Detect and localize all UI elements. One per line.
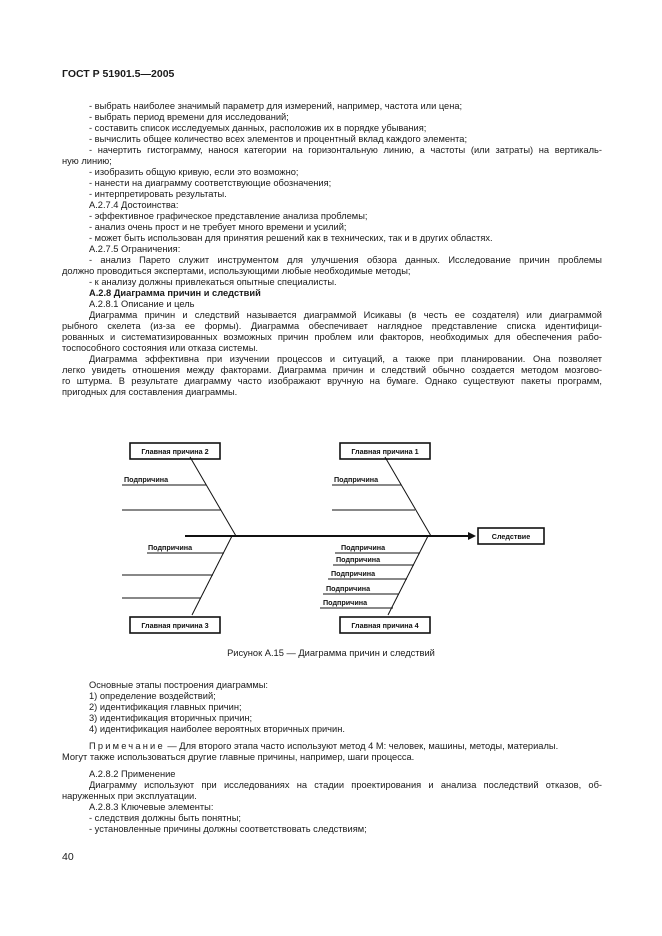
document-header: ГОСТ Р 51901.5—2005 (62, 68, 175, 80)
section-heading: А.2.8 Диаграмма причин и следствий (89, 288, 261, 298)
paragraph-line: Диаграмма эффективна при изучении процессов и ситуаций, а также при планировании. Она позволяет (89, 354, 602, 364)
note-label: Примечание (89, 741, 165, 751)
paragraph-line: го штурма. В результате диаграмму часто изображают вручную на бумаге. Однако существуют пакеты программ, (62, 376, 602, 386)
list-item: - анализ Парето служит инструментом для улучшения обзора данных. Исследование причин проблемы (89, 255, 602, 265)
sub-cause-label: Подпричина (331, 569, 376, 578)
list-item: - нанести на диаграмму соответствующие обозначения; (89, 178, 332, 188)
paragraph-line: рыбного скелета (из-за ее формы). Диаграмма обеспечивает наглядное представление списка идентифици- (62, 321, 602, 331)
main-cause-1-label: Главная причина 1 (351, 447, 419, 456)
paragraph-line: рованных и систематизированных возможных причин проблем или факторов, необходимых для обеспечения рабо- (62, 332, 602, 342)
effect-label: Следствие (491, 532, 531, 541)
subsection-heading: А.2.7.5 Ограничения: (89, 244, 181, 254)
subsection-heading: А.2.8.2 Применение (89, 769, 176, 779)
paragraph-line: Диаграмма причин и следствий называется диаграммой Исикавы (в честь ее создателя) или диаграммой (89, 310, 602, 320)
sub-cause-label: Подпричина (334, 475, 379, 484)
bone-main-cause-2 (190, 457, 236, 536)
main-cause-3-label: Главная причина 3 (141, 621, 209, 630)
steps-intro: Основные этапы построения диаграммы: (89, 680, 268, 690)
main-cause-4-label: Главная причина 4 (351, 621, 419, 630)
paragraph-line: Диаграмму используют при исследованиях на стадии проектирования и анализа последствий отказов, об- (89, 780, 602, 790)
list-item-continued: должно проводиться экспертами, использующими любые необходимые методы; (62, 266, 411, 276)
paragraph-line: легко увидеть отношения между факторами. Диаграмма причин и следствий обычно создается методом мозгово- (62, 365, 602, 375)
list-item: - к анализу должны привлекаться опытные специалисты. (89, 277, 337, 287)
sub-cause-label: Подпричина (336, 555, 381, 564)
main-cause-2-label: Главная причина 2 (141, 447, 209, 456)
note-line (62, 741, 602, 752)
list-item: - изобразить общую кривую, если это возможно; (89, 167, 299, 177)
text-block-pareto (62, 101, 602, 398)
figure-caption: Рисунок А.15 — Диаграмма причин и следствий (227, 648, 435, 658)
fishbone-diagram (0, 428, 662, 643)
list-item: - выбрать период времени для исследований; (89, 112, 289, 122)
sub-cause-label: Подпричина (323, 598, 368, 607)
list-item: - составить список исследуемых данных, расположив их в порядке убывания; (89, 123, 427, 133)
bone-main-cause-4 (388, 536, 428, 615)
list-item: - выбрать наиболее значимый параметр для измерений, например, частота или цена; (89, 101, 463, 111)
sub-cause-label: Подпричина (341, 543, 386, 552)
sub-cause-label: Подпричина (148, 543, 193, 552)
step-item: 3) идентификация вторичных причин; (89, 713, 253, 723)
list-item-continued: ную линию; (62, 156, 112, 166)
note-line: Могут также использоваться другие главные причины, например, шаги процесса. (62, 752, 415, 762)
list-item: - начертить гистограмму, нанося категории на горизонтальную линию, а частоты (или затраты) на вертикаль- (89, 145, 602, 155)
step-item: 4) идентификация наиболее вероятных вторичных причин. (89, 724, 345, 734)
step-item: 1) определение воздействий; (89, 691, 216, 701)
step-item: 2) идентификация главных причин; (89, 702, 242, 712)
spine-arrowhead (468, 532, 476, 540)
bone-main-cause-1 (385, 457, 431, 536)
paragraph-line: пригодных для составления диаграммы. (62, 387, 238, 397)
list-item: - эффективное графическое представление анализа проблемы; (89, 211, 368, 221)
subsection-heading: А.2.8.3 Ключевые элементы: (89, 802, 214, 812)
list-item: - следствия должны быть понятны; (89, 813, 241, 823)
paragraph-line: тоспособного состояния или отказа системы. (62, 343, 258, 353)
list-item: - может быть использован для принятия решений как в технических, так и в других областях. (89, 233, 493, 243)
note-text: — Для второго этапа часто используют метод 4 М: человек, машины, методы, материалы. (167, 741, 559, 751)
paragraph-line: наруженных при эксплуатации. (62, 791, 197, 801)
subsection-heading: А.2.8.1 Описание и цель (89, 299, 195, 309)
list-item: - вычислить общее количество всех элементов и процентный вклад каждого элемента; (89, 134, 468, 144)
page-number: 40 (62, 851, 74, 863)
list-item: - интерпретировать результаты. (89, 189, 227, 199)
sub-cause-label: Подпричина (124, 475, 169, 484)
text-block-steps (62, 680, 602, 835)
sub-cause-label: Подпричина (326, 584, 371, 593)
list-item: - установленные причины должны соответствовать следствиям; (89, 824, 367, 834)
subsection-heading: А.2.7.4 Достоинства: (89, 200, 179, 210)
list-item: - анализ очень прост и не требует много времени и усилий; (89, 222, 347, 232)
